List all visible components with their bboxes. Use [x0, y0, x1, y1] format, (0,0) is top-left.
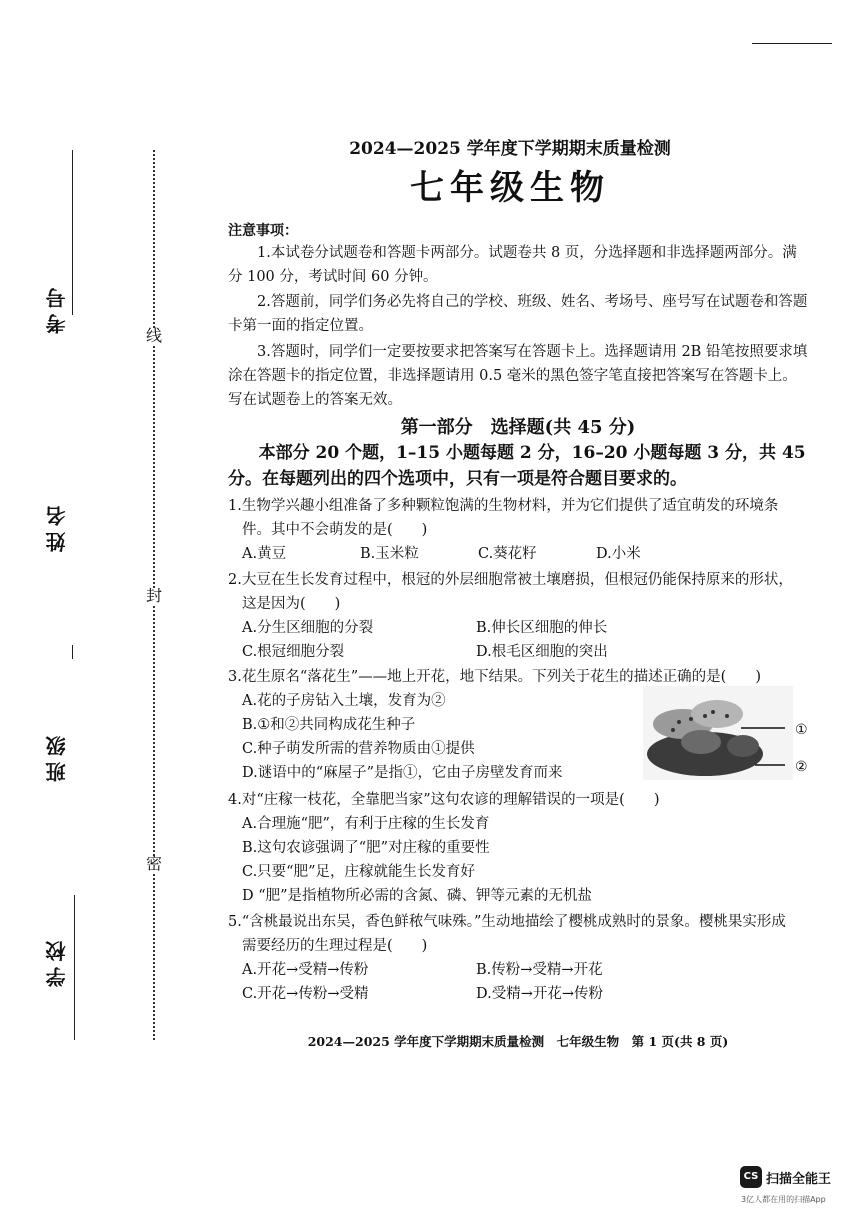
option-b: B.传粉→受精→开花: [476, 962, 603, 978]
question-stem-cont: 需要经历的生理过程是( ): [242, 938, 428, 954]
exam-number-fill-line: [72, 150, 73, 315]
question-4: [228, 788, 813, 908]
option-b: B.伸长区细胞的伸长: [476, 620, 608, 636]
option-b: B.①和②共同构成花生种子: [242, 717, 416, 733]
name-fill-line: [72, 645, 73, 659]
option-a: A.分生区细胞的分裂: [242, 620, 374, 636]
option-a: A.花的子房钻入土壤，发育为②: [242, 693, 446, 709]
exam-number-label: 考号: [45, 282, 69, 334]
section-description: 本部分 20 个题，1–15 小题每题 2 分，16–20 小题每题 3 分，共 45 分。在每题列出的四个选项中，只有一项是符合题目要求的。: [228, 443, 806, 489]
question-stem: 5.“含桃最说出东吴，香色鲜秾气味殊。”生动地描绘了樱桃成熟时的景象。樱桃果实形成: [228, 914, 786, 930]
camscanner-name: 扫描全能王: [766, 1172, 832, 1187]
class-label: 班级: [45, 730, 69, 782]
figure-label-2: ②: [795, 759, 808, 775]
option-d: D “肥”是指植物所必需的含氮、磷、钾等元素的无机盐: [242, 888, 593, 904]
question-stem-cont: 这是因为( ): [242, 596, 341, 612]
binding-char-feng: 封: [146, 586, 163, 605]
notice-item-1: 1.本试卷分试题卷和答题卡两部分。试题卷共 8 页，分选择题和非选择题两部分。满分 100 分，考试时间 60 分钟。: [228, 245, 797, 285]
exam-header: 2024—2025 学年度下学期期末质量检测: [349, 139, 671, 159]
option-a: A.合理施“肥”，有利于庄稼的生长发育: [242, 816, 490, 832]
question-stem: 1.生物学兴趣小组准备了多种颗粒饱满的生物材料，并为它们提供了适宜萌发的环境条: [228, 498, 779, 514]
notice-item-3: 3.答题时，同学们一定要按要求把答案写在答题卡上。选择题请用 2B 铅笔按照要求填涂在答题卡的指定位置，非选择题请用 0.5 毫米的黑色签字笔直接把答案写在答题卡上。写在试题卷上的答案无效。: [228, 344, 808, 408]
notice-title: 注意事项：: [228, 223, 298, 239]
name-label: 姓名: [45, 500, 69, 552]
peanut-figure: [643, 686, 793, 780]
option-row: [228, 542, 813, 566]
question-stem: 2.大豆在生长发育过程中，根冠的外层细胞常被土壤磨损，但根冠仍能保持原来的形状，: [228, 572, 793, 588]
binding-char-mi: 密: [146, 854, 163, 873]
question-1: [228, 494, 813, 566]
camscanner-tagline: 3亿人都在用的扫描App: [741, 1195, 826, 1204]
option-row: [228, 616, 813, 640]
figure-label-1: ①: [795, 722, 808, 738]
school-fill-line: [74, 895, 75, 1040]
section-title: 第一部分 选择题(共 45 分): [400, 417, 636, 438]
option-d: D.小米: [596, 546, 641, 562]
question-stem: 4.对“庄稼一枝花，全靠肥当家”这句农谚的理解错误的一项是( ): [228, 792, 660, 808]
option-d: D.根毛区细胞的突出: [476, 644, 608, 660]
option-c: C.只要“肥”足，庄稼就能生长发育好: [242, 864, 476, 880]
option-c: C.种子萌发所需的营养物质由①提供: [242, 741, 475, 757]
school-label: 学校: [45, 935, 69, 987]
option-row: [228, 640, 813, 664]
option-row: [228, 958, 813, 982]
camscanner-logo-icon: CS: [740, 1166, 762, 1188]
option-b: B.这句农谚强调了“肥”对庄稼的重要性: [242, 840, 490, 856]
page-footer: 2024—2025 学年度下学期期末质量检测 七年级生物 第 1 页(共 8 页): [307, 1034, 729, 1049]
option-c: C.开花→传粉→受精: [242, 986, 369, 1002]
option-b: B.玉米粒: [360, 546, 419, 562]
option-a: A.黄豆: [242, 546, 287, 562]
option-row: [228, 982, 813, 1006]
notice-item-2: 2.答题前，同学们务必先将自己的学校、班级、姓名、考场号、座号写在试题卷和答题卡第一面的指定位置。: [228, 294, 808, 334]
question-2: [228, 568, 813, 664]
option-c: C.葵花籽: [478, 546, 537, 562]
question-5: [228, 910, 813, 1006]
option-d: D.受精→开花→传粉: [476, 986, 604, 1002]
option-d: D.谜语中的“麻屋子”是指①，它由子房壁发育而来: [242, 765, 563, 781]
option-a: A.开花→受精→传粉: [242, 962, 369, 978]
option-c: C.根冠细胞分裂: [242, 644, 345, 660]
top-rule: [752, 43, 832, 44]
question-stem-cont: 件。其中不会萌发的是( ): [242, 522, 428, 538]
binding-char-xian: 线: [146, 326, 163, 345]
page-title: 七年级生物: [410, 168, 610, 208]
question-stem: 3.花生原名“落花生”——地上开花，地下结果。下列关于花生的描述正确的是( ): [228, 669, 761, 685]
